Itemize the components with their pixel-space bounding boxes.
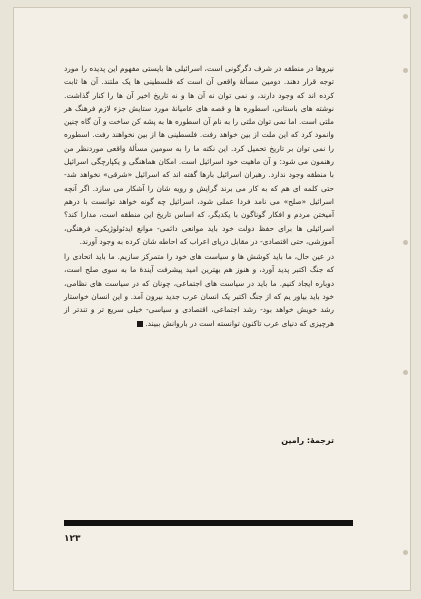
binding-holes (400, 10, 412, 570)
article-body (64, 62, 334, 330)
end-of-article-square-icon (137, 321, 143, 327)
binding-hole (403, 68, 408, 73)
binding-hole (403, 240, 408, 245)
footer-rule (64, 520, 353, 526)
binding-hole (403, 550, 408, 555)
paragraph-2-text: در عین حال، ما باید کوشش ها و سیاست های خود را متمرکز سازیم. ما باید اتحادی را که جنگ اکتبر پدید آورد، و هنوز هم بهترین امید پیشرفت آیندهٔ ما به سوی صلح است، دوباره ایجاد کنیم. ما باید در سیاست های اجتماعی، چونان که در سیاست های نظامی، خود باید بیاور یم که از جنگ اکتبر یک انسان عرب جدید بیرون آمد. و این انسان خواستار رشد خویش خواهد بود- رشد اجتماعی، اقتصادی و سیاسی- خیلی سریع تر و تندتر از هرچیزی که دنیای عرب تاکنون توانسته است در باروانش ببیند. (64, 252, 334, 328)
paragraph-1: نیروها در منطقه در شرف دگرگونی است، اسرائیلی ها بایستی مفهوم این پدیده را مورد توجه قرار دهند. دومین مسألهٔ واقعی آن است که فلسطینی ها یک ملتند. آن ها ثابت کرده اند که وجود دارند، و نمی توان نه آن ها و نه تاریخ اخیر آن ها را کنار گذاشت. نوشته های باستانی، اسطوره ها و قصه های عامیانهٔ مورد ستایش جزء لازم فرهنگ هر ملتی است. اما نمی توان ملتی را به نام آن اسطوره ها به پشه کن ساخت و آن گاه چنین وانمود کرد که این ملت از بین خواهد رفت. فلسطینی ها از بین نخواهند رفت. اسطوره را نمی توان بر تاریخ تحمیل کرد. این نکته ما را به سومین مسألهٔ واقعی موردنظر من رهنمون می شود: و آن ماهیت خود اسرائیل است. امکان هماهنگی و یکپارچگی اسرائیل با منطقه وجود ندارد. رهبران اسرائیل بارها گفته اند که اسرائیل «شرقی» نخواهد شد- حتی کلمه ای هم که به کار می برند گرایش و رویه شان را آشکار می سازد. اگر آنچه اسرائیل «صلح» می نامد فردا عملی شود، اسرائیل چه گونه خواهد توانست با درهم آمیختن مردم و افکار گوناگون با یکدیگر، که اساس تاریخ این منطقه است، مدارا کند؟ اسرائیلی ها برای حفظ دولت خود باید موانعی دائمی- موانع ایدئولوژیکی، فرهنگی، آموزشی، حتی اقتصادی- در مقابل دریای اعراب که احاطه شان کرده به وجود آورند. (64, 64, 334, 246)
translator-credit: ترجمهٔ: رامین (281, 436, 334, 445)
binding-hole (403, 14, 408, 19)
page-number: ۱۲۳ (64, 534, 81, 544)
binding-hole (403, 370, 408, 375)
paragraph-2 (64, 250, 334, 330)
